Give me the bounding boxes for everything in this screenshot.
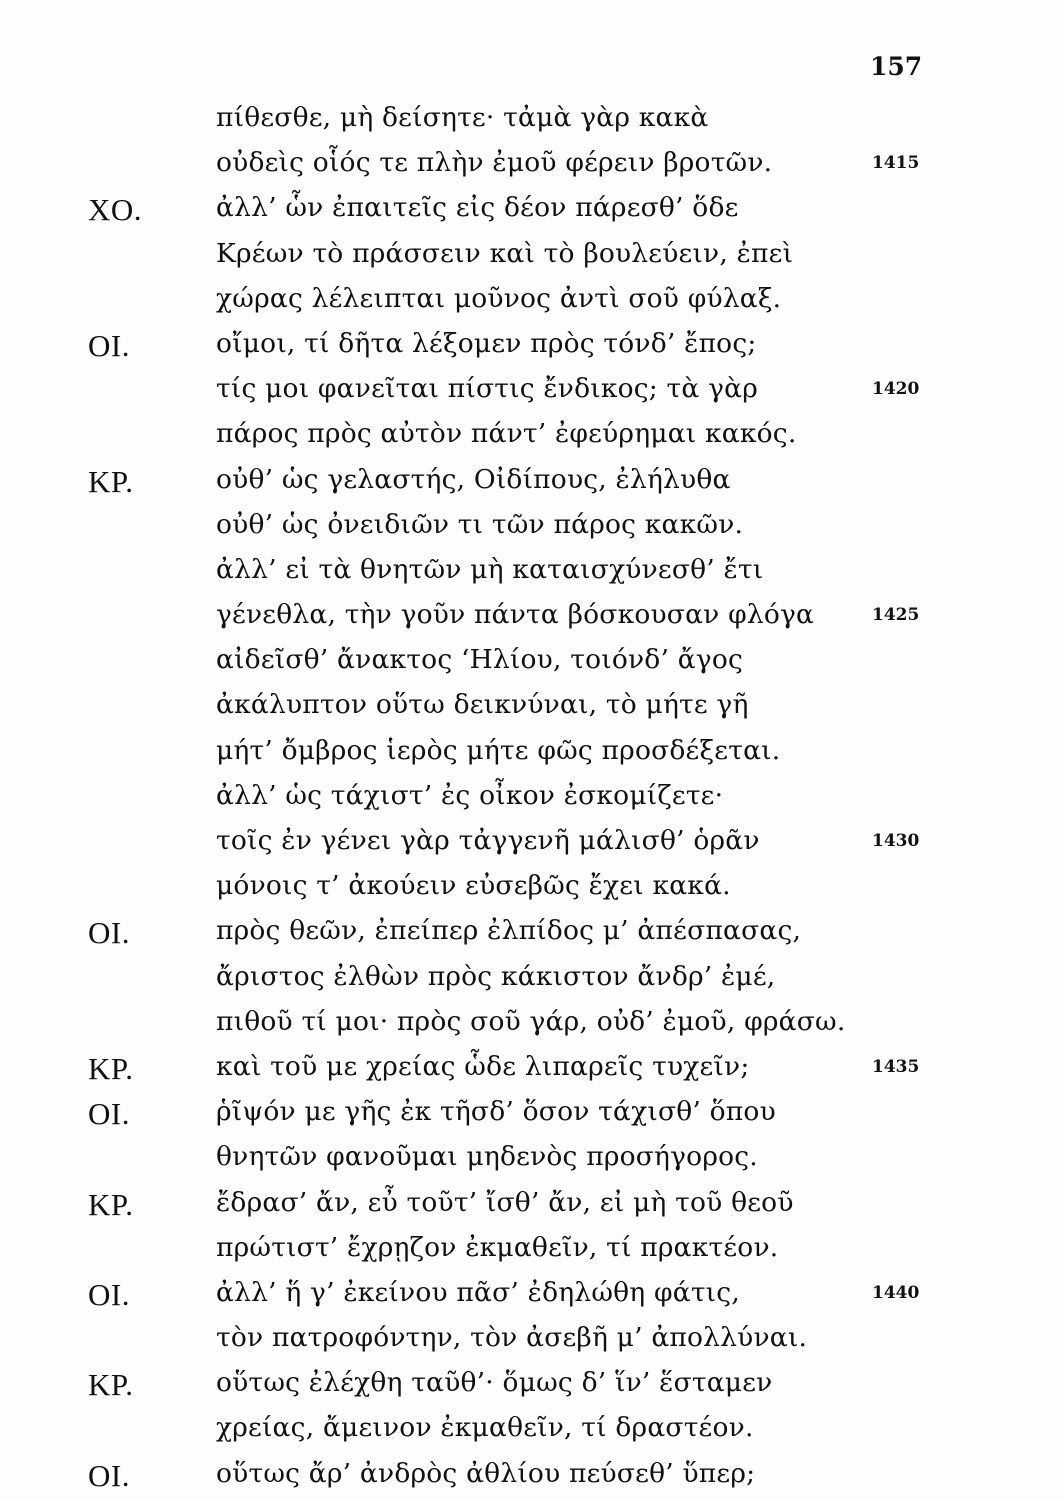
line-number: 1435 [872,1056,920,1077]
verse-line [0,685,1064,730]
speaker-label: ΟΙ. [88,327,130,363]
verse-text: τὸν πατροφόντην, τὸν ἀσεβῆ μ’ ἀπολλύναι. [216,1322,808,1354]
speaker-label: ΟΙ. [88,915,130,951]
verse-line [0,1047,1064,1092]
verse-text: τίς μοι φανεῖται πίστις ἔνδικος; τὰ γὰρ [216,373,759,405]
verse-line [0,821,1064,866]
verse-line [0,1408,1064,1453]
line-number: 1420 [872,379,920,400]
verse-text: ἀκάλυπτον οὕτω δεικνύναι, τὸ μήτε γῆ [216,689,749,721]
verse-text: καὶ τοῦ με χρείας ὧδε λιπαρεῖς τυχεῖν; [216,1050,750,1082]
speaker-label: ΚΡ. [88,1186,134,1222]
speaker-label: ΟΙ. [88,1096,130,1132]
verse-text: οἴμοι, τί δῆτα λέξομεν πρὸς τόνδ’ ἔπος; [216,327,757,359]
verse-lines [0,98,1064,1499]
verse-text: ἀλλ’ ὡς τάχιστ’ ἐς οἶκον ἐσκομίζετε· [216,779,724,811]
verse-text: χρείας, ἄμεινον ἐκμαθεῖν, τί δραστέον. [216,1412,754,1444]
verse-text: οὕτως ἄρ’ ἀνδρὸς ἀθλίου πεύσεθ’ ὕπερ; [216,1457,756,1489]
verse-text: οὕτως ἐλέχθη ταῦθ’· ὅμως δ’ ἵν’ ἕσταμεν [216,1367,773,1399]
verse-line [0,640,1064,685]
verse-text: ἀλλ’ ἥ γ’ ἐκείνου πᾶσ’ ἐδηλώθη φάτις, [216,1276,740,1308]
line-number: 1425 [872,605,920,626]
verse-line [0,1137,1064,1182]
speaker-label: ΟΙ. [88,1457,130,1493]
verse-line [0,1454,1064,1499]
verse-line [0,1002,1064,1047]
verse-line [0,1363,1064,1408]
verse-line [0,1318,1064,1363]
verse-text: ἀλλ’ ὧν ἐπαιτεῖς εἰς δέον πάρεσθ’ ὅδε [216,192,739,224]
verse-text: ἀλλ’ εἰ τὰ θνητῶν μὴ καταισχύνεσθ’ ἔτι [216,553,764,585]
verse-text: Κρέων τὸ πράσσειν καὶ τὸ βουλεύειν, ἐπεὶ [216,237,794,269]
speaker-label: ΚΡ. [88,463,134,499]
verse-line [0,188,1064,233]
verse-line [0,550,1064,595]
verse-text: μήτ’ ὄμβρος ἱερὸς μήτε φῶς προσδέξεται. [216,734,781,766]
verse-text: αἰδεῖσθ’ ἄνακτος ‘Ηλίου, τοιόνδ’ ἄγος [216,644,744,676]
verse-text: ῥῖψόν με γῆς ἐκ τῆσδ’ ὅσον τάχισθ’ ὅπου [216,1096,776,1128]
verse-line [0,957,1064,1002]
verse-line [0,1228,1064,1273]
verse-line [0,731,1064,776]
verse-line [0,369,1064,414]
verse-line [0,143,1064,188]
verse-text: πάρος πρὸς αὐτὸν πάντ’ ἐφεύρημαι κακός. [216,418,797,450]
verse-text: οὐθ’ ὡς ὀνειδιῶν τι τῶν πάρος κακῶν. [216,508,744,540]
verse-text: χώρας λέλειπται μοῦνος ἀντὶ σοῦ φύλαξ. [216,282,782,314]
verse-text: γένεθλα, τὴν γοῦν πάντα βόσκουσαν φλόγα [216,599,815,631]
speaker-label: ΚΡ. [88,1050,134,1086]
line-number: 1440 [872,1282,920,1303]
verse-text: ἄριστος ἐλθὼν πρὸς κάκιστον ἄνδρ’ ἐμέ, [216,960,776,992]
line-number: 1415 [872,153,920,174]
verse-text: πίθεσθε, μὴ δείσητε· τἀμὰ γὰρ κακὰ [216,102,709,133]
verse-text: θνητῶν φανοῦμαι μηδενὸς προσήγορος. [216,1141,758,1173]
verse-text: οὐδεὶς οἷός τε πλὴν ἐμοῦ φέρειν βροτῶν. [216,147,773,179]
verse-line [0,460,1064,505]
verse-line [0,324,1064,369]
verse-line [0,279,1064,324]
verse-line [0,1273,1064,1318]
page-number: 157 [870,52,923,81]
speaker-label: ΧΟ. [88,192,143,228]
verse-line [0,234,1064,279]
verse-line [0,414,1064,459]
speaker-label: ΚΡ. [88,1367,134,1403]
verse-text: μόνοις τ’ ἀκούειν εὐσεβῶς ἔχει κακά. [216,870,731,902]
verse-line [0,595,1064,640]
speaker-label: ΟΙ. [88,1276,130,1312]
verse-line [0,1183,1064,1228]
verse-text: τοῖς ἐν γένει γὰρ τἀγγενῆ μάλισθ’ ὁρᾶν [216,825,760,856]
verse-text: πρὸς θεῶν, ἐπείπερ ἐλπίδος μ’ ἀπέσπασας, [216,915,802,947]
verse-text: οὐθ’ ὡς γελαστής, Οἰδίπους, ἐλήλυθα [216,463,731,495]
verse-line [0,505,1064,550]
verse-text: πιθοῦ τί μοι· πρὸς σοῦ γάρ, οὐδ’ ἐμοῦ, φράσω. [216,1005,846,1037]
verse-text: ἔδρασ’ ἄν, εὖ τοῦτ’ ἴσθ’ ἄν, εἰ μὴ τοῦ θεοῦ [216,1186,794,1218]
verse-line [0,911,1064,956]
verse-line [0,1092,1064,1137]
line-number: 1430 [872,831,920,851]
verse-line [0,98,1064,143]
verse-line [0,776,1064,821]
verse-text: πρώτιστ’ ἔχρῃζον ἐκμαθεῖν, τί πρακτέον. [216,1231,779,1263]
verse-line [0,866,1064,911]
